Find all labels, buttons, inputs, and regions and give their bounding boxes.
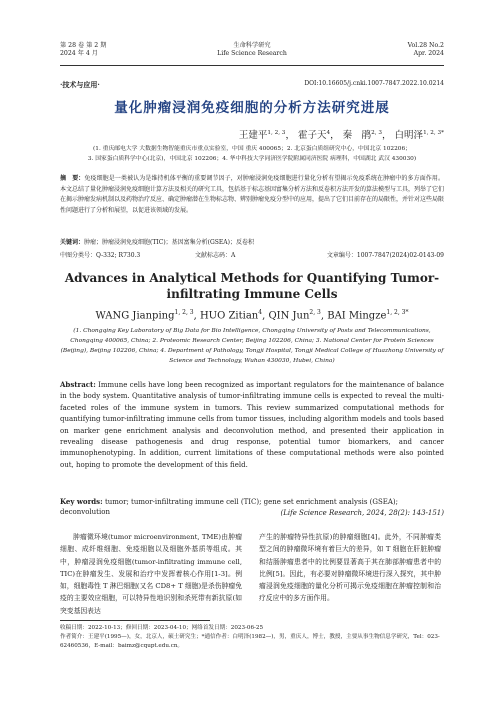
abstract-zh-text: 免疫细胞是一类被认为是维持机体平衡的重要调节因子，对肿瘤浸润免疫细胞进行量化分析有望揭示免疫系统在肿瘤中的多方面作用。本文总结了量化肿瘤浸润免疫细胞计算方法及相关的研究工具，包括基于标志基因富集分析方法和反卷积方法开发的算法模型与工具，列举了它们在揭示肿瘤发病机制以及药物治疗反应、确定肿瘤潜在生物标志物、辨别肿瘤免疫分型中的应用，提出了它们目前存在的局限性，并针对这些局限性问题进行了分析和展望，以促进该领域的发展。 xyxy=(60,175,445,214)
footnote-received: 收稿日期：2022-10-13；修回日期：2023-04-10；网络首发日期：2023-06-25 xyxy=(60,625,264,631)
abstract-zh xyxy=(60,174,444,216)
author-zh-1-sup: 1, 2, 3 xyxy=(267,129,286,136)
author-en-3-sup: 2, 3 xyxy=(309,309,321,316)
affiliation-zh-line: (1. 重庆邮电大学 大数据生物智能重庆市重点实验室，中国 重庆 400065；2. 北京蛋白质组研究中心，中国北京 102206； xyxy=(93,146,411,152)
author-en-4-sup: 1, 2, 3* xyxy=(386,309,409,316)
header-journal-zh: 生命科学研究 xyxy=(233,42,271,49)
author-en-2: HUO Zitian xyxy=(199,310,259,322)
footnote xyxy=(60,624,444,651)
body-column-left: 肿瘤微环境(tumor microenvironment, TME)由肿瘤细胞、成纤维细胞、免疫细胞以及细胞外基质等组成。其中，肿瘤浸润免疫细胞(tumor-infiltrating immune cell, TIC)在肿瘤发生、发展和治疗中发挥着核心作用[1-3]。例如，细胞毒性 T 淋巴细胞(又名 CD8+ T 细胞)是杀伤肿瘤免疫的主要效应细胞，可以特异性地识别和杀死带有新抗原(如突变基因表达 xyxy=(60,533,242,615)
title-en-line: infiltrating Immune Cells xyxy=(166,287,338,301)
affiliations-en: (1. Chongqing Key Laboratory of Big Data for Bio Intelligence, Chongqing University of Posts and Telecommunications, Chongqing 400065, China; 2. Proteomic Research Center, Beijing 102206, China; 3. National Center for Protein Sciences (Beijing), Beijing 102206, China; 4. Department of Pathology, Tongji Hospital, Tongji Medical College of Huazhong University of Science and Technology, Wuhan 430030, Hubei, China) xyxy=(60,328,444,364)
footnote-author-info: 作者简介：王建平(1995—)，女，北京人，硕士研究生；*通信作者：白明泽(1982—)，男，重庆人，博士，教授，主要从事生物信息学研究，Tel：023-62460536，E-mail：baimz@cqupt.edu.cn。 xyxy=(60,634,440,649)
header-rule xyxy=(60,65,444,66)
affiliation-zh-line: 3. 国家蛋白质科学中心(北京)，中国北京 102206；4. 华中科技大学同济医学院附属同济医院 病理科，中国湖北 武汉 430030) xyxy=(87,155,417,162)
citation: (Life Science Research, 2024, 28(2): 143-151) xyxy=(280,509,444,517)
keywords-en-text: tumor; tumor-infiltrating immune cell (TIC); gene set enrichment analysis (GSEA); deconvolution xyxy=(60,498,399,516)
author-zh-2-sup: 4 xyxy=(326,129,331,136)
author-zh-1: 王建平 xyxy=(238,130,268,141)
author-zh-3: 秦 鹃 xyxy=(342,130,372,141)
header-right xyxy=(408,42,444,58)
author-en-2-sup: 4 xyxy=(258,309,263,316)
title-en-line: Advances in Analytical Methods for Quantifying Tumor- xyxy=(64,271,440,285)
author-en-1-sup: 1, 2, 3 xyxy=(174,309,194,316)
header-vol-issue-en: Vol.28 No.2 xyxy=(407,42,444,49)
footnote-rule xyxy=(60,620,210,621)
authors-en: WANG Jianping$^{1, 2, 3}$, HUO Zitian$^4$, QIN Jun$^{2, 3}$, BAI Mingze$^{1, 2, 3*}$ xyxy=(95,309,409,322)
header-journal-en: Life Science Research xyxy=(217,50,287,57)
keywords-zh-text: 肿瘤；肿瘤浸润免疫细胞(TIC)；基因富集分析(GSEA)；反卷积 xyxy=(84,239,254,246)
author-zh-2: 霍子天 xyxy=(297,130,327,141)
author-zh-4: 白明泽 xyxy=(394,130,424,141)
header-center xyxy=(60,42,444,58)
author-en-4: BAI Mingze xyxy=(327,310,387,322)
abstract-en-text: Immune cells have long been recognized as important regulators for the maintenance of balance in the body system. Quantitative analysis of tumor-infiltrating immune cells is expected to reveal the multi-faceted roles of the immune system in tumors. This review summarized computational methods for quantifying tumor-infiltrating immune cells from tumor tissues, including algorithm models and tools based on marker gene enrichment analysis and deconvolution method, and presented their application in revealing disease pathogenesis and drug response, potential tumor biomarkers, and cancer immunophenotyping. In addition, current limitations of these computational methods were also pointed out, hoping to promote the development of this field. xyxy=(60,381,444,469)
authors-zh: 王建平$^{1, 2, 3}$， 霍子天$^4$， 秦 鹃$^{2, 3}$， 白明泽$^{1, 2, 3*}$ xyxy=(238,129,444,141)
article-number: 文章编号：1007-7847(2024)02-0143-09 xyxy=(326,252,444,259)
author-en-3: QIN Jun xyxy=(268,310,310,322)
affiliations-zh xyxy=(60,145,444,164)
header-date-en: Apr. 2024 xyxy=(413,50,444,57)
abstract-en xyxy=(60,379,444,471)
running-header xyxy=(60,42,444,66)
title-zh: 量化肿瘤浸润免疫细胞的分析方法研究进展 xyxy=(114,100,390,116)
header-date-zh: 2024 年 4 月 xyxy=(60,50,98,57)
clc-number: 中图分类号：Q-332; R730.3 xyxy=(60,252,141,259)
body-column-right: 产生的肿瘤特异性抗原)的肿瘤细胞[4]。此外，不同肿瘤类型之间的肿瘤微环境有着巨大的差异，如 T 细胞在肝脏肿瘤和结肠肿瘤患者中的比例要显著高于其在肺部肿瘤患者中的比例[5]。因此，有必要对肿瘤微环境进行深入探究，其中肿瘤浸润免疫细胞的量化分析可揭示免疫细胞在肿瘤控制和治疗反应中的多方面作用。 xyxy=(259,533,441,603)
author-zh-4-sup: 1, 2, 3* xyxy=(423,129,444,136)
keywords-zh-label: 关键词： xyxy=(60,239,85,246)
document-code: 文献标志码：A xyxy=(195,252,236,259)
title-en xyxy=(0,270,504,302)
author-en-1: WANG Jianping xyxy=(95,310,175,322)
abstract-en-label: Abstract: xyxy=(60,380,96,389)
section-label: ·技术与应用· xyxy=(60,80,100,89)
keywords-en-label: Key words: xyxy=(60,497,103,506)
header-vol-issue-zh: 第 28 卷 第 2 期 xyxy=(60,42,107,49)
doi[interactable]: DOI:10.16605/j.cnki.1007-7847.2022.10.0214 xyxy=(304,80,444,87)
keywords-zh xyxy=(60,238,444,247)
author-zh-3-sup: 2, 3 xyxy=(371,129,383,136)
abstract-zh-label: 摘 要： xyxy=(60,175,85,182)
